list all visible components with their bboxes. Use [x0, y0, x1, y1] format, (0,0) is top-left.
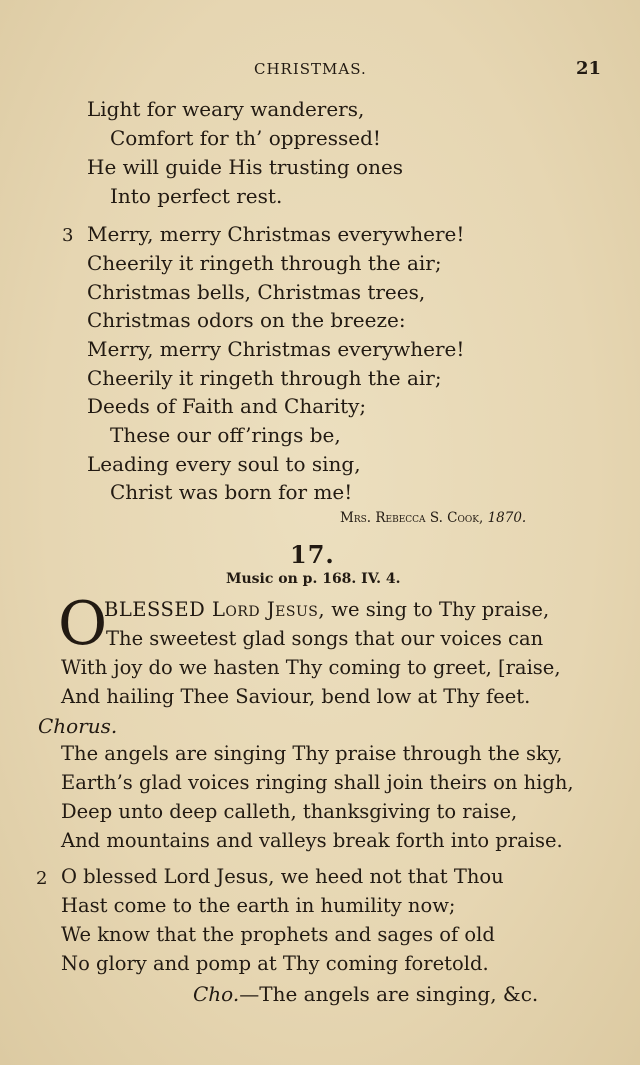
verse-line: The sweetest glad songs that our voices can — [106, 627, 544, 650]
verse-line: Light for weary wanderers, — [87, 97, 365, 121]
verse-line: Cheerily it ringeth through the air; — [87, 366, 442, 390]
verse-line: Christ was born for me! — [110, 480, 353, 504]
drop-cap: O — [58, 589, 108, 659]
chorus-reference-text: —The angels are singing, &c. — [239, 982, 539, 1006]
verse-line: These our off’rings be, — [110, 423, 341, 447]
page-number: 21 — [576, 58, 602, 79]
verse-line: Merry, merry Christmas everywhere! — [87, 222, 465, 246]
verse-line: He will guide His trusting ones — [87, 155, 404, 179]
stanza-number: 2 — [36, 868, 48, 889]
verse-line: Merry, merry Christmas everywhere! — [87, 337, 465, 361]
verse-line: Deeds of Faith and Charity; — [87, 394, 367, 418]
verse-line: Christmas bells, Christmas trees, — [87, 280, 426, 304]
section-title: CHRISTMAS. — [254, 60, 367, 78]
chorus-line: Deep unto deep calleth, thanksgiving to raise, — [61, 800, 518, 823]
chorus-line: The angels are singing Thy praise through the sky, — [61, 742, 563, 765]
author-year: 1870. — [487, 510, 527, 526]
verse-line: And hailing Thee Saviour, bend low at Thy feet. — [61, 685, 531, 708]
verse-line: Hast come to the earth in humility now; — [61, 894, 456, 917]
stanza-number: 3 — [62, 225, 74, 246]
verse-line: Leading every soul to sing, — [87, 452, 361, 476]
verse-line: Comfort for th’ oppressed! — [110, 126, 381, 150]
author-name: Mrs. Rebecca S. Cook, — [340, 510, 484, 526]
verse-line: Into perfect rest. — [110, 184, 283, 208]
running-header — [0, 60, 640, 84]
chorus-abbrev: Cho. — [193, 982, 240, 1006]
music-reference: Music on p. 168. IV. 4. — [226, 571, 401, 587]
verse-line: Cheerily it ringeth through the air; — [87, 251, 442, 275]
chorus-line: And mountains and valleys break forth into praise. — [61, 829, 563, 852]
verse-line: With joy do we hasten Thy coming to greet, [raise, — [61, 656, 561, 679]
chorus-label: Chorus. — [38, 714, 118, 738]
chorus-reference — [193, 982, 538, 1006]
verse-line: We know that the prophets and sages of old — [61, 923, 495, 946]
hymn-number: 17. — [290, 540, 335, 569]
verse-line: Christmas odors on the breeze: — [87, 308, 406, 332]
author-attribution — [340, 510, 526, 526]
verse-line-first — [104, 598, 549, 622]
verse-line: No glory and pomp at Thy coming foretold. — [61, 952, 489, 975]
first-line-rest: we sing to Thy praise, — [325, 598, 550, 621]
verse-line: O blessed Lord Jesus, we heed not that Thou — [61, 865, 504, 888]
first-line-caps: BLESSED Lord Jesus, — [104, 598, 326, 621]
chorus-line: Earth’s glad voices ringing shall join theirs on high, — [61, 771, 574, 794]
